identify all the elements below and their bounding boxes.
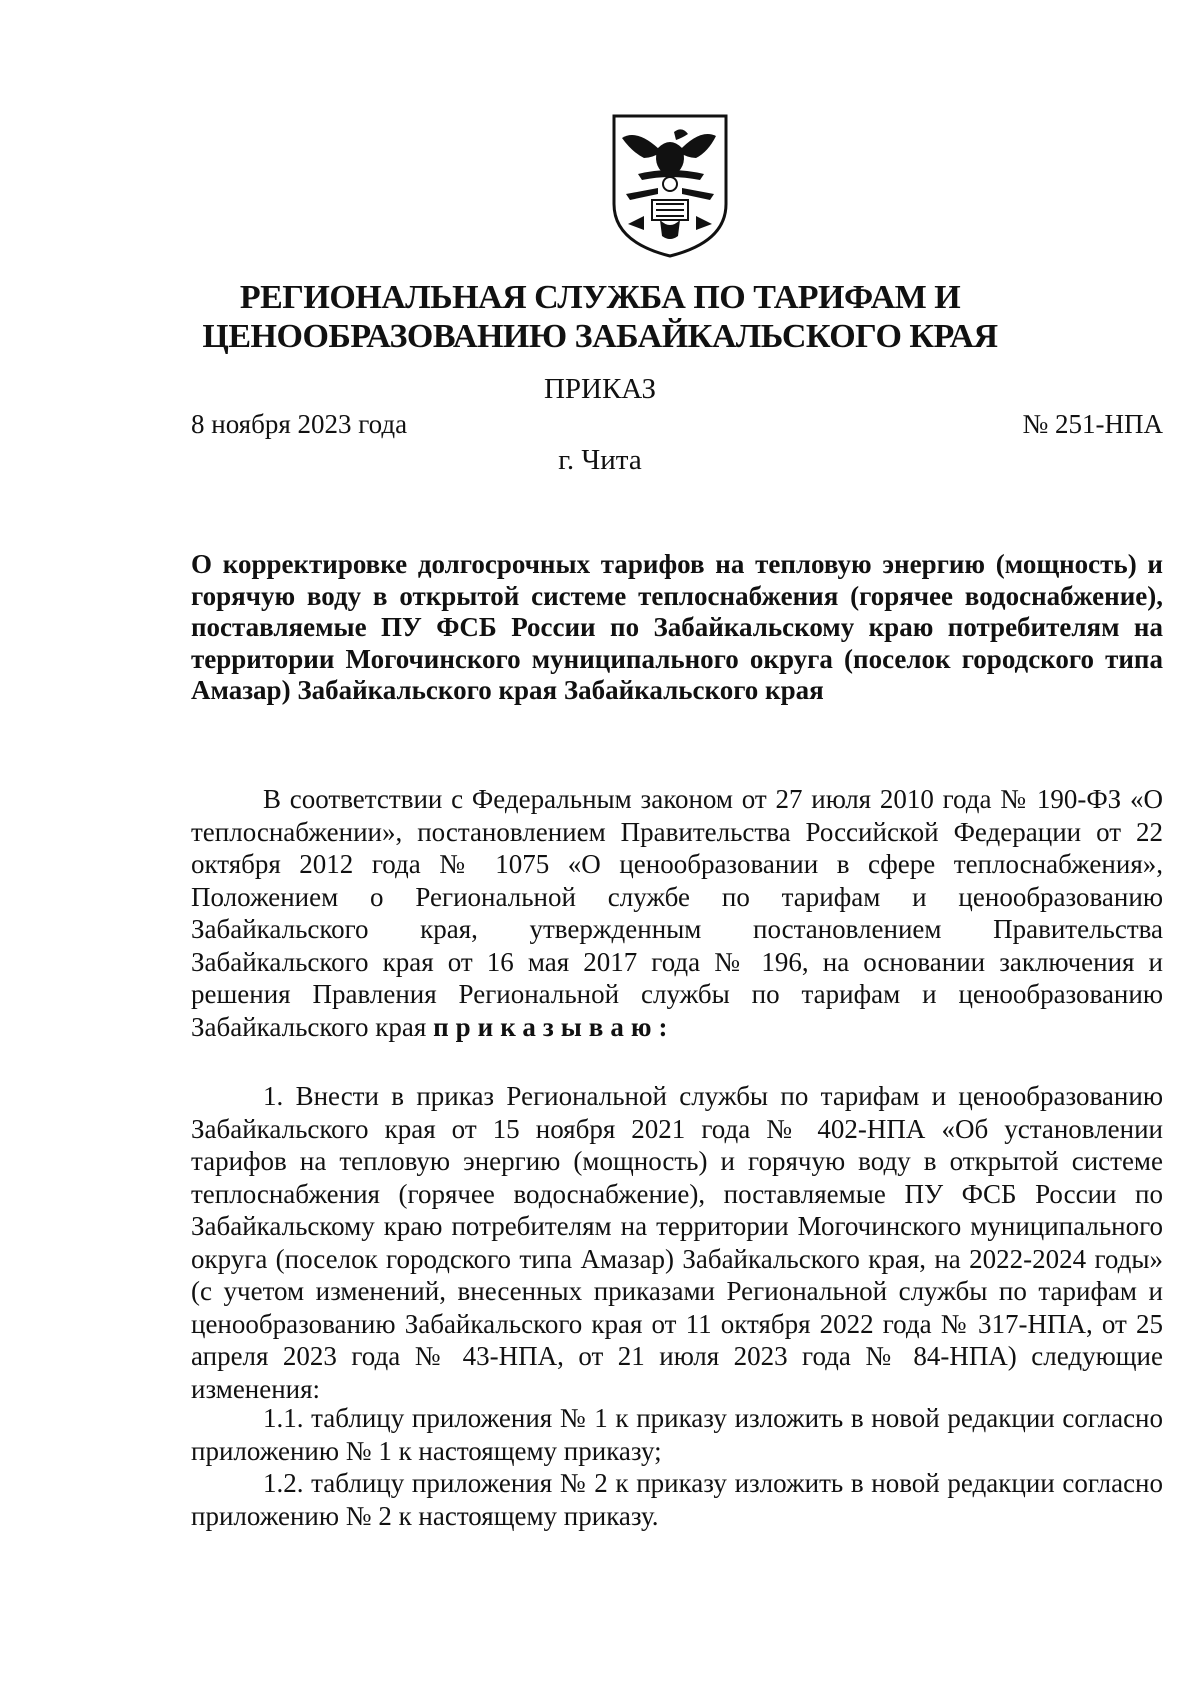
item-1-1-paragraph: 1.1. таблицу приложения № 1 к приказу изложить в новой редакции согласно приложению № 1 к настоящему приказу; bbox=[191, 1403, 1163, 1466]
preamble-paragraph bbox=[191, 783, 1163, 1043]
item-1-2-paragraph: 1.2. таблицу приложения № 2 к приказу изложить в новой редакции согласно приложению № 2 к настоящему приказу. bbox=[191, 1468, 1163, 1531]
item-1-paragraph: 1. Внести в приказ Региональной службы по тарифам и ценообразованию Забайкальского края от 15 ноября 2021 года № 402-НПА «Об установлении тарифов на тепловую энергию (мощность) и горячую воду в открытой системе теплоснабжения (горячее водоснабжение), поставляемые ПУ ФСБ России по Забайкальскому краю потребителям на территории Могочинского муниципального округа (поселок городского типа Амазар) Забайкальского края, на 2022-2024 годы» (с учетом изменений, внесенных приказами Региональной службы по тарифам и ценообразованию Забайкальского края от 11 октября 2022 года № 317-НПА, от 25 апреля 2023 года № 43-НПА, от 21 июля 2023 года № 84-НПА) следующие изменения: bbox=[191, 1081, 1163, 1404]
organization-name-line1: РЕГИОНАЛЬНАЯ СЛУЖБА ПО ТАРИФАМ И bbox=[239, 279, 961, 316]
document-title: О корректировке долгосрочных тарифов на тепловую энергию (мощность) и горячую воду в открытой системе теплоснабжения (горячее водоснабжение), поставляемые ПУ ФСБ России по Забайкальскому краю потребителям на территории Могочинского муниципального округа (поселок городского типа Амазар) Забайкальского края Забайкальского края bbox=[191, 549, 1163, 705]
document-city: г. Чита bbox=[558, 444, 642, 476]
document-number: № 251-НПА bbox=[1022, 409, 1163, 439]
preamble-text: В соответствии с Федеральным законом от 27 июля 2010 года № 190-ФЗ «О теплоснабжении», постановлением Правительства Российской Федерации от 22 октября 2012 года № 1075 «О ценообразовании в сфере теплоснабжения», Положением о Региональной службе по тарифам и ценообразованию Забайкальского края, утвержденным постановлением Правительства Забайкальского края от 16 мая 2017 года № 196, на основании заключения и решения Правления Региональной службы по тарифам и ценообразованию Забайкальского края bbox=[191, 784, 1163, 1042]
coat-of-arms-emblem-icon bbox=[608, 112, 732, 260]
document-date: 8 ноября 2023 года bbox=[191, 409, 408, 439]
order-word: приказываю: bbox=[433, 1011, 675, 1042]
document-type: ПРИКАЗ bbox=[543, 373, 657, 405]
organization-name-line2: ЦЕНООБРАЗОВАНИЮ ЗАБАЙКАЛЬСКОГО КРАЯ bbox=[202, 318, 998, 355]
